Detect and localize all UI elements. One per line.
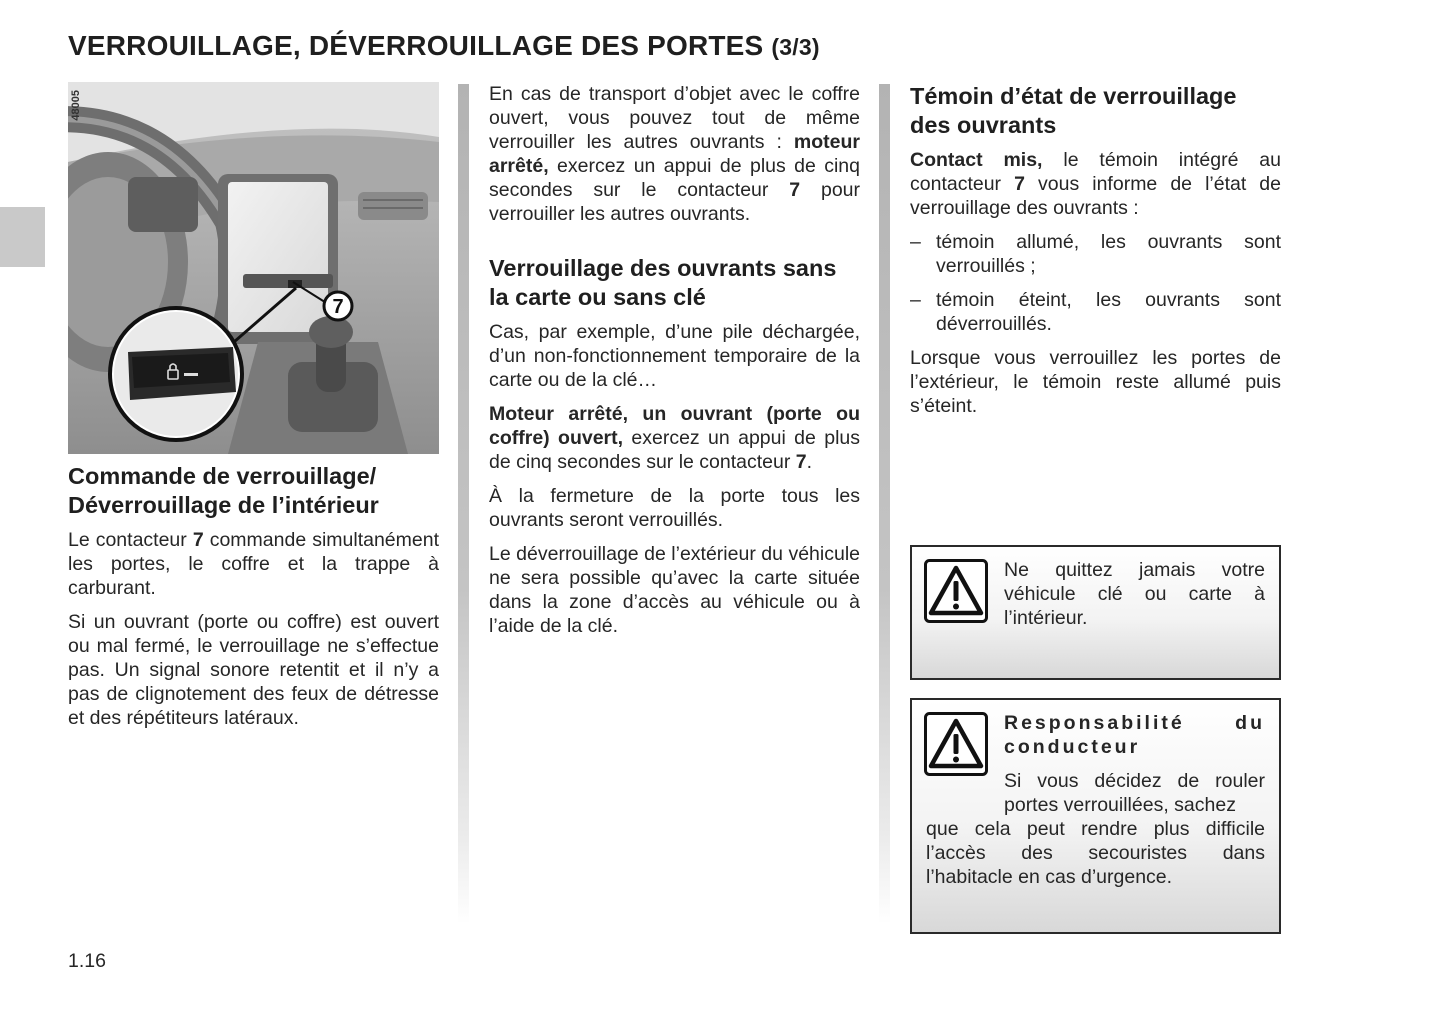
column-1 [68, 82, 439, 740]
list-item: – témoin allumé, les ouvrants sont verrouillés ; [910, 231, 1281, 277]
warning-triangle-icon [924, 559, 988, 623]
warning-text: que cela peut rendre plus difficile l’accès des secouristes dans l’habitacle en cas d’urgence. [926, 818, 1265, 888]
figure-code: 48005 [70, 90, 82, 121]
paragraph: Moteur arrêté, un ouvrant (porte ou coffre) ouvert, exercez un appui de plus de cinq secondes sur le contacteur 7. [489, 403, 860, 473]
section-heading-interior-lock: Commande de verrouillage/ Déverrouillage de l’intérieur [68, 463, 379, 518]
callout-label: 7 [332, 296, 344, 318]
column-divider [879, 84, 890, 924]
dashboard-illustration [68, 82, 439, 454]
paragraph: Lorsque vous verrouillez les portes de l’extérieur, le témoin reste allumé puis s’éteint. [910, 347, 1281, 417]
warning-text: Si vous décidez de rouler portes verrouillées, sachez [1004, 770, 1265, 816]
column-2 [489, 82, 860, 648]
section-heading-no-card: Verrouillage des ouvrants sans la carte ou sans clé [489, 255, 837, 310]
indicator-state-list [910, 230, 1281, 336]
page-title-text: VERROUILLAGE, DÉVERROUILLAGE DES PORTES [68, 30, 764, 61]
paragraph: Le contacteur 7 commande simultanément les portes, le coffre et la trappe à carburant. [68, 529, 439, 599]
page-title [68, 30, 820, 62]
list-item: – témoin éteint, les ouvrants sont déverrouillés. [910, 289, 1281, 335]
paragraph: Le déverrouillage de l’extérieur du véhicule ne sera possible qu’avec la carte située dans la zone d’accès au véhicule ou à l’aide de la clé. [489, 543, 860, 637]
page-title-part: (3/3) [771, 34, 820, 60]
dashboard-drawing [68, 82, 439, 454]
warning-triangle-icon [924, 712, 988, 776]
column-divider [458, 84, 469, 924]
warning-box-key-inside [910, 545, 1281, 680]
column-3 [910, 82, 1281, 428]
paragraph: Si un ouvrant (porte ou coffre) est ouvert ou mal fermé, le verrouillage ne s’effectue pas. Un signal sonore retentit et il n’y a pas de clignotement des feux de détresse et des répétiteurs latéraux. [68, 611, 439, 729]
paragraph: Cas, par exemple, d’une pile déchargée, d’un non-fonctionnement temporaire de la carte ou de la clé… [489, 321, 860, 391]
paragraph: En cas de transport d’objet avec le coffre ouvert, vous pouvez tout de même verrouiller les autres ouvrants : moteur arrêté, exercez un appui de plus de cinq secondes sur le contacteur 7 pour verrouiller les autres ouvrants. [489, 83, 860, 225]
page-number: 1.16 [68, 950, 106, 972]
section-heading-indicator: Témoin d’état de verrouillage des ouvrants [910, 83, 1237, 138]
warning-heading: Responsabilité du conducteur [1004, 712, 1265, 758]
paragraph: À la fermeture de la porte tous les ouvrants seront verrouillés. [489, 485, 860, 531]
warning-box-driver-responsibility [910, 698, 1281, 934]
paragraph: Contact mis, le témoin intégré au contacteur 7 vous informe de l’état de verrouillage des ouvrants : [910, 149, 1281, 219]
section-tab [0, 207, 45, 267]
warning-text: Ne quittez jamais votre véhicule clé ou carte à l’intérieur. [1004, 559, 1265, 629]
